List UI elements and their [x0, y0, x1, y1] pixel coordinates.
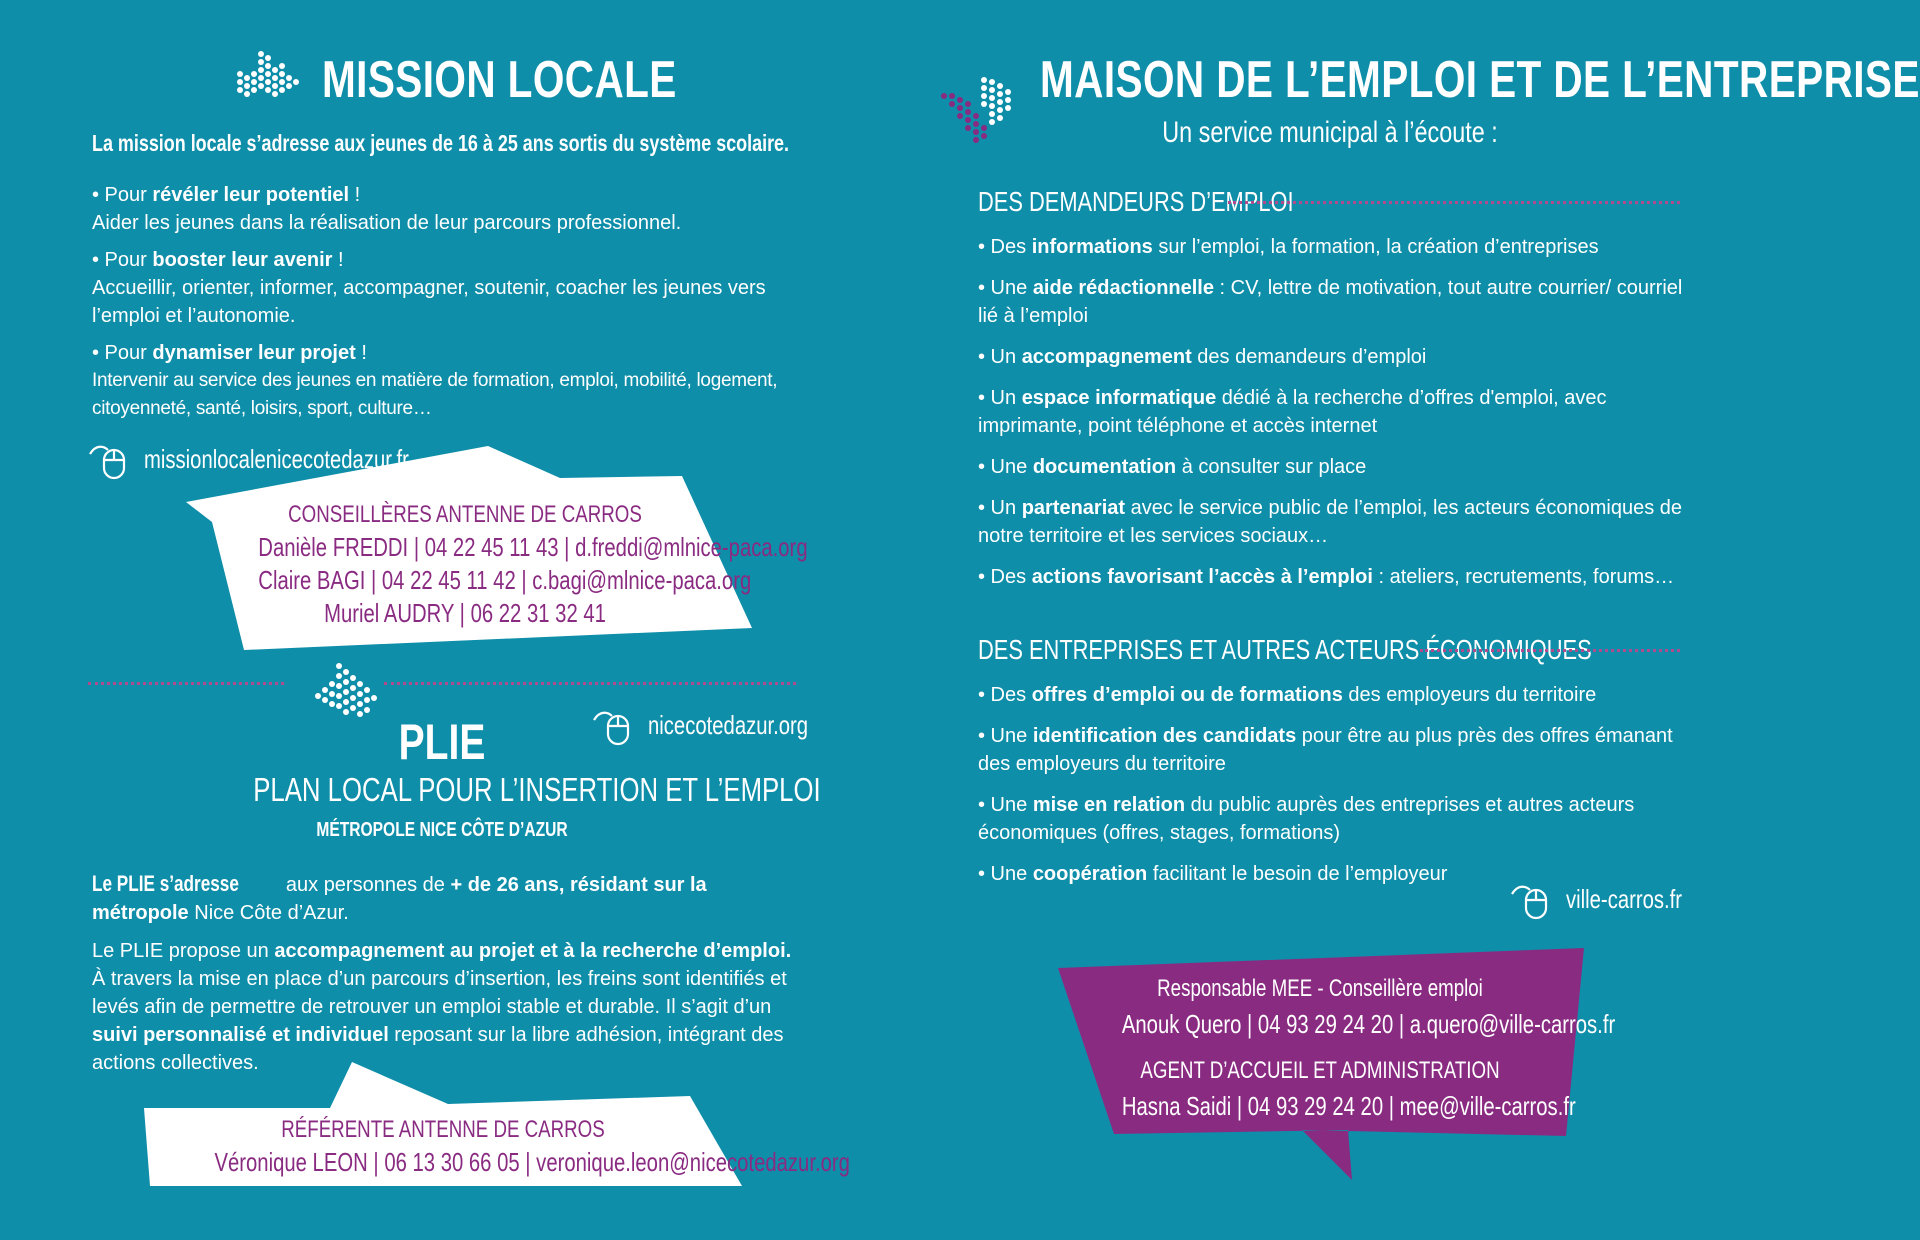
mission-points	[92, 181, 812, 423]
list-item: • Une identification des candidats pour être au plus près des offres émanant des employeurs du territoire	[978, 725, 1673, 775]
mee-subtitle: Un service municipal à l’écoute :	[1162, 116, 1498, 149]
list-item: • Une mise en relation du public auprès des entreprises et autres acteurs économiques (offres, stages, formations)	[978, 794, 1635, 844]
plie-title: PLIE	[398, 714, 486, 770]
mission-intro: La mission locale s’adresse aux jeunes de 16 à 25 ans sortis du système scolaire.	[92, 130, 790, 156]
mission-contact: Muriel AUDRY | 06 22 31 32 41	[324, 598, 606, 628]
mee-bubble-heading1: Responsable MEE - Conseillère emploi	[1157, 975, 1483, 1002]
list-item: • Une coopération facilitant le besoin de l’employeur	[978, 863, 1448, 885]
plie-text: Le PLIE s’adresse aux personnes de + de 26 ans, résidant sur la métropole Nice Côte d’Azur. Le PLIE propose un accompagnement au projet et à la recherche d’emploi. À travers la mise en place d’un parcours d’insertion, les freins sont identifiés et levés afin de permettre de retrouver un emploi stable et durable. Il s’agit d’un suivi personnalisé et individuel reposant sur la libre adhésion, intégrant des actions collectives.	[92, 871, 792, 1074]
mission-contact: Danièle FREDDI | 04 22 45 11 43 | d.freddi@mlnice-paca.org	[258, 532, 808, 562]
plie-logo-icon	[310, 656, 380, 722]
mission-point: • Pour dynamiser leur projet ! Intervenir au service des jeunes en matière de formation, emploi, mobilité, logement, citoyenneté, santé, loisirs, sport, culture…	[92, 342, 778, 419]
list-item: • Un accompagnement des demandeurs d’emploi	[978, 346, 1427, 368]
mee-website-link[interactable]	[1510, 880, 1710, 920]
mission-logo-icon	[234, 46, 300, 102]
list-item: • Une documentation à consulter sur place	[978, 456, 1367, 478]
mee-bubble	[1066, 972, 1616, 1124]
plie-subsubtitle: MÉTROPOLE NICE CÔTE D’AZUR	[316, 819, 568, 841]
plie-bubble	[150, 1113, 850, 1179]
mission-title: MISSION LOCALE	[322, 51, 677, 109]
mee-website: ville-carros.fr	[1566, 884, 1683, 914]
mee-section2-heading: DES ENTREPRISES ET AUTRES ACTEURS ÉCONOMIQUES	[978, 634, 1592, 665]
mee-bubble-heading2: AGENT D’ACCUEIL ET ADMINISTRATION	[1140, 1057, 1500, 1084]
plie-bubble-heading: RÉFÉRENTE ANTENNE DE CARROS	[281, 1116, 605, 1143]
list-item: • Des offres d’emploi ou de formations des employeurs du territoire	[978, 684, 1597, 706]
left-divider-right	[384, 682, 796, 685]
mee-title: MAISON DE L’EMPLOI ET DE L’ENTREPRISE	[1040, 51, 1920, 109]
section2-divider	[1420, 649, 1680, 652]
mee-section2-list	[978, 681, 1690, 901]
mission-point: • Pour booster leur avenir ! Accueillir, orienter, informer, accompagner, soutenir, coacher les jeunes vers l’emploi et l’autonomie.	[92, 249, 766, 327]
mission-website: missionlocalenicecotedazur.fr	[144, 444, 409, 474]
left-divider-left	[88, 682, 284, 685]
mouse-icon	[592, 706, 634, 751]
list-item: • Des actions favorisant l’accès à l’emploi : ateliers, recrutements, forums…	[978, 566, 1675, 588]
mission-bubble-heading: CONSEILLÈRES ANTENNE DE CARROS	[288, 501, 642, 528]
mee-section1-list	[978, 233, 1690, 604]
list-item: • Un espace informatique dédié à la recherche d’offres d'emploi, avec imprimante, point téléphone et accès internet	[978, 387, 1607, 437]
plie-website: nicecotedazur.org	[648, 710, 809, 740]
section1-divider	[1228, 201, 1680, 204]
plie-lead: Le PLIE s’adresse	[92, 871, 239, 896]
mission-contact: Claire BAGI | 04 22 45 11 42 | c.bagi@mlnice-paca.org	[258, 565, 752, 595]
list-item: • Une aide rédactionnelle : CV, lettre de motivation, tout autre courrier/ courriel lié à l’emploi	[978, 277, 1683, 327]
mee-contact: Hasna Saidi | 04 93 29 24 20 | mee@ville-carros.fr	[1121, 1091, 1576, 1121]
mee-section1-heading: DES DEMANDEURS D’EMPLOI	[978, 186, 1294, 217]
plie-subtitle: PLAN LOCAL POUR L’INSERTION ET L’EMPLOI	[253, 771, 821, 808]
mee-logo-icon	[938, 74, 1018, 148]
list-item: • Des informations sur l’emploi, la formation, la création d’entreprises	[978, 236, 1599, 258]
mission-bubble	[200, 498, 808, 630]
mouse-icon	[1510, 880, 1552, 925]
mouse-icon	[88, 440, 130, 485]
plie-website-link[interactable]	[592, 706, 822, 746]
mee-contact: Anouk Quero | 04 93 29 24 20 | a.quero@ville-carros.fr	[1121, 1009, 1616, 1039]
mission-point: • Pour révéler leur potentiel ! Aider les jeunes dans la réalisation de leur parcours professionnel.	[92, 184, 682, 234]
list-item: • Un partenariat avec le service public de l’emploi, les acteurs économiques de notre territoire et les services sociaux…	[978, 497, 1683, 547]
plie-contact: Véronique LEON | 06 13 30 66 05 | veronique.leon@nicecotedazur.org	[214, 1147, 850, 1177]
